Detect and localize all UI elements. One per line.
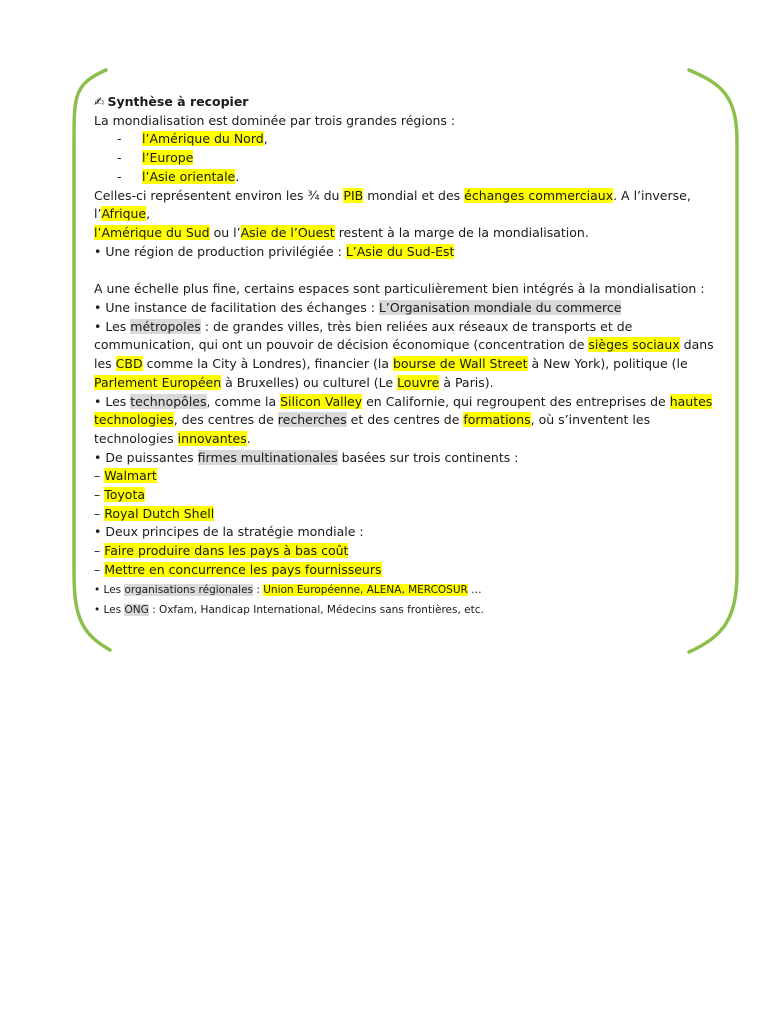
list-item: - l’Asie orientale. <box>117 168 240 184</box>
paragraph-regional-orgs: • Les organisations régionales : Union Européenne, ALENA, MERCOSUR … <box>94 583 482 596</box>
list-item: – Mettre en concurrence les pays fournisseurs <box>94 561 382 577</box>
paragraph-omc: • Une instance de facilitation des échanges : L’Organisation mondiale du commerce <box>94 300 622 316</box>
paragraph-firms: • De puissantes firmes multinationales basées sur trois continents : <box>94 449 519 465</box>
pen-icon: ✍ <box>94 94 105 109</box>
paragraph-production-region: • Une région de production privilégiée : L’Asie du Sud-Est <box>94 243 455 259</box>
regions-list <box>94 130 724 186</box>
paragraph-technopoles: • Les technopôles, comme la Silicon Valley en Californie, qui regroupent des entreprises de hautes technologies, des centres de recherches et des centres de formations, où s’inventent les technologies innovantes. <box>94 393 713 446</box>
list-item: – Walmart <box>94 468 157 484</box>
paragraph-ong: • Les ONG : Oxfam, Handicap International, Médecins sans frontières, etc. <box>94 603 484 616</box>
paragraph-finer-scale: A une échelle plus fine, certains espaces sont particulièrement bien intégrés à la mondialisation : <box>94 281 705 297</box>
intro-text: La mondialisation est dominée par trois grandes régions : <box>94 112 456 128</box>
list-item: - l’Europe <box>117 150 194 166</box>
list-item: – Royal Dutch Shell <box>94 505 215 521</box>
list-item: – Toyota <box>94 487 145 503</box>
list-item: - l’Amérique du Nord, <box>117 131 268 147</box>
paragraph-metropoles: • Les métropoles : de grandes villes, très bien reliées aux réseaux de transports et de communication, qui ont un pouvoir de décision économique (concentration de sièges sociaux dans les CBD comme la City à Londres), financier (la bourse de Wall Street à New York), politique (le Parlement Européen à Bruxelles) ou culturel (Le Louvre à Paris). <box>94 318 714 390</box>
synthesis-title: ✍ Synthèse à recopier <box>94 94 249 109</box>
synthesis-content <box>94 93 724 620</box>
paragraph-strategy: • Deux principes de la stratégie mondiale : <box>94 524 364 540</box>
paragraph-major-regions: Celles-ci représentent environ les ¾ du PIB mondial et des échanges commerciaux. A l’inverse, l’Afrique, l’Amérique du Sud ou l’Asie de l’Ouest restent à la marge de la mondialisation. <box>94 187 691 240</box>
list-item: – Faire produire dans les pays à bas coût <box>94 543 349 559</box>
spacer <box>94 261 724 280</box>
